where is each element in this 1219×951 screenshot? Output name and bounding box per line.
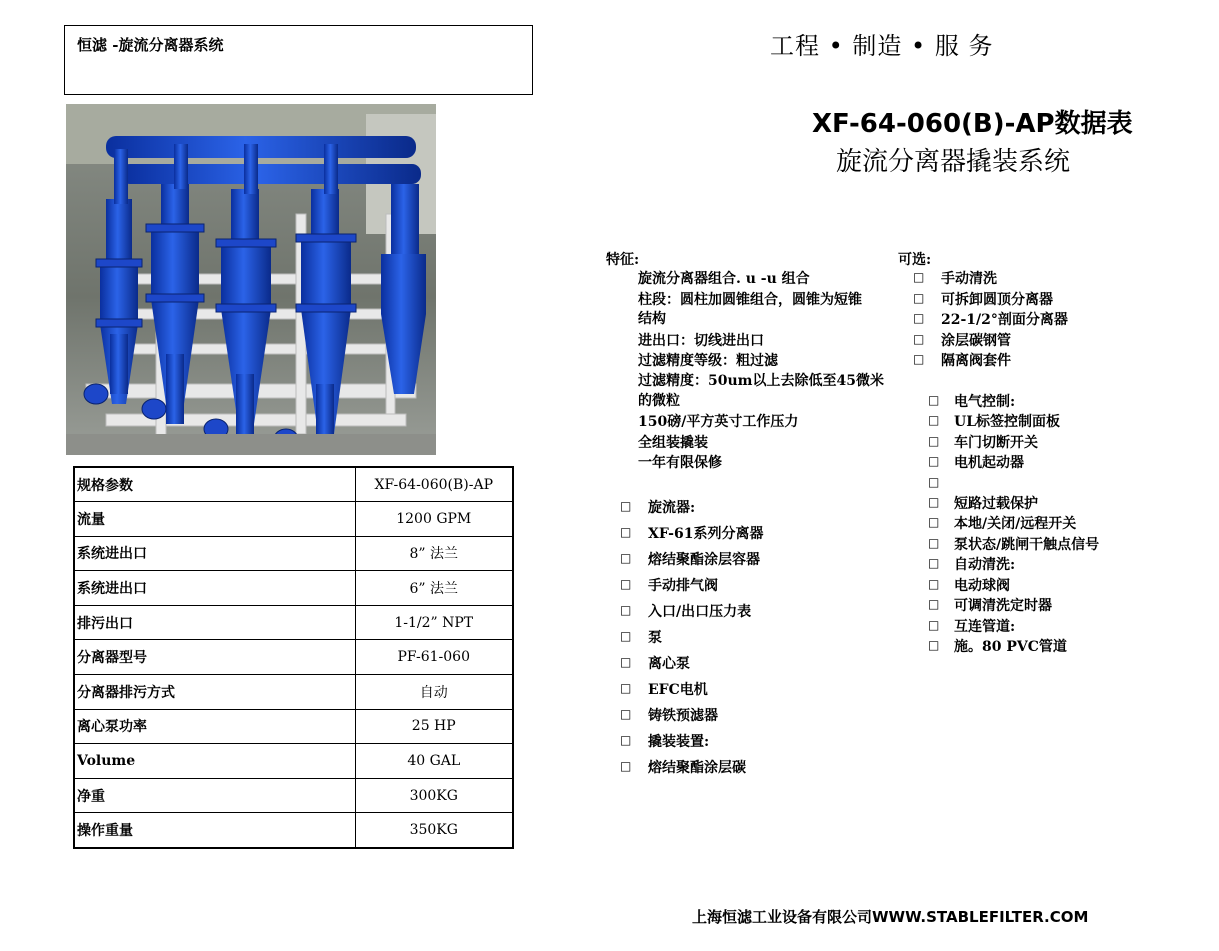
electrical-extra-item: 施。80 PVC管道 [954,639,1067,655]
checkbox-icon: □ [620,603,632,617]
checkbox-icon: □ [620,655,632,669]
component-item: 旋流器: [648,500,696,516]
checkbox-icon: □ [913,291,925,305]
table-row [74,744,513,779]
datasheet-title: XF-64-060(B)-AP数据表 [812,109,1133,139]
spec-label: 操作重量 [74,813,355,848]
component-item: 手动排气阀 [648,578,718,594]
spec-label: 分离器排污方式 [74,675,355,710]
checkbox-icon: □ [620,759,632,773]
table-row [74,778,513,813]
table-row [74,536,513,571]
spec-label: 分离器型号 [74,640,355,675]
electrical-extra-item: 电动球阀 [954,578,1010,594]
spec-value: 8” 法兰 [355,536,513,571]
header-title: 恒滤 -旋流分离器系统 [77,36,224,54]
optional-item: 可拆卸圆顶分离器 [941,292,1053,308]
checkbox-icon: □ [620,577,632,591]
checkbox-icon: □ [928,577,940,591]
checkbox-icon: □ [913,311,925,325]
optional-heading: 可选: [898,252,932,268]
component-item: 撬装装置: [648,734,710,750]
header-box [64,25,533,95]
electrical-extra-item: 互连管道: [954,619,1016,635]
table-row [74,709,513,744]
spec-label: 离心泵功率 [74,709,355,744]
component-item: 泵 [648,630,662,646]
checkbox-icon: □ [620,525,632,539]
table-row [74,640,513,675]
feature-item: 进出口：切线进出口 [638,333,764,349]
table-row [74,571,513,606]
spec-label: Volume [74,744,355,779]
table-row [74,813,513,848]
spec-value: 40 GAL [355,744,513,779]
electrical-item: 电气控制: [954,394,1016,410]
spec-value: 300KG [355,778,513,813]
component-item: 熔结聚酯涂层碳 [648,760,746,776]
electrical-item: UL标签控制面板 [954,414,1061,430]
optional-item: 22-1/2°剖面分离器 [941,312,1068,328]
features-heading: 特征: [606,252,640,268]
component-item: 入口/出口压力表 [648,604,752,620]
checkbox-icon: □ [928,536,940,550]
checkbox-icon: □ [620,551,632,565]
feature-item: 柱段：圆柱加圆锥组合，圆锥为短锥 [638,292,862,308]
feature-item: 一年有限保修 [638,455,722,471]
optional-item: 隔离阀套件 [941,353,1011,369]
checkbox-icon: □ [913,332,925,346]
datasheet-subtitle: 旋流分离器撬装系统 [836,147,1071,177]
checkbox-icon: □ [928,618,940,632]
feature-item: 结构 [638,311,666,327]
checkbox-icon: □ [620,629,632,643]
spec-value: 6” 法兰 [355,571,513,606]
footer-company: 上海恒滤工业设备有限公司WWW.STABLEFILTER.COM [692,908,1089,926]
component-item: 离心泵 [648,656,690,672]
checkbox-icon: □ [620,681,632,695]
spec-value: 350KG [355,813,513,848]
spec-label: 流量 [74,502,355,537]
optional-item: 涂层碳钢管 [941,333,1011,349]
electrical-extra-item: 可调清洗定时器 [954,598,1052,614]
table-row [74,675,513,710]
checkbox-icon: □ [928,393,940,407]
component-item: XF-61系列分离器 [648,526,764,542]
feature-item: 过滤精度等级：粗过滤 [638,353,778,369]
spec-table [73,466,514,849]
checkbox-icon: □ [928,454,940,468]
spec-label: 系统进出口 [74,571,355,606]
spec-value: 自动 [355,675,513,710]
checkbox-icon: □ [620,499,632,513]
feature-item: 旋流分离器组合. u -u 组合 [638,271,810,287]
checkbox-icon: □ [913,270,925,284]
checkbox-icon: □ [913,352,925,366]
checkbox-icon: □ [620,707,632,721]
spec-label: 系统进出口 [74,536,355,571]
component-item: EFC电机 [648,682,708,698]
electrical-item: 泵状态/跳闸干触点信号 [954,537,1100,553]
optional-item: 手动清洗 [941,271,997,287]
electrical-extra-item: 自动清洗: [954,557,1016,573]
product-photo [66,104,436,455]
checkbox-icon: □ [928,495,940,509]
spec-value: XF-64-060(B)-AP [355,467,513,502]
checkbox-icon: □ [928,556,940,570]
checkbox-icon: □ [928,475,940,489]
spec-value: 1200 GPM [355,502,513,537]
table-row [74,467,513,502]
spec-label: 规格参数 [74,467,355,502]
spec-value: 1-1/2” NPT [355,605,513,640]
checkbox-icon: □ [928,515,940,529]
spec-label: 净重 [74,778,355,813]
electrical-item: 电机起动器 [954,455,1024,471]
checkbox-icon: □ [928,434,940,448]
feature-item: 过滤精度：50um以上去除低至45微米 [638,373,884,389]
spec-value: 25 HP [355,709,513,744]
component-item: 铸铁预滤器 [648,708,718,724]
feature-item: 全组装撬装 [638,435,708,451]
feature-item: 150磅/平方英寸工作压力 [638,414,799,430]
checkbox-icon: □ [928,413,940,427]
checkbox-icon: □ [928,638,940,652]
spec-value: PF-61-060 [355,640,513,675]
checkbox-icon: □ [620,733,632,747]
feature-item: 的微粒 [638,393,680,409]
table-row [74,605,513,640]
electrical-item: 本地/关闭/远程开关 [954,516,1077,532]
component-item: 熔结聚酯涂层容器 [648,552,760,568]
slogan: 工程 • 制造 • 服 务 [770,32,994,60]
electrical-item: 车门切断开关 [954,435,1038,451]
spec-label: 排污出口 [74,605,355,640]
table-row [74,502,513,537]
electrical-item: 短路过载保护 [954,496,1038,512]
checkbox-icon: □ [928,597,940,611]
